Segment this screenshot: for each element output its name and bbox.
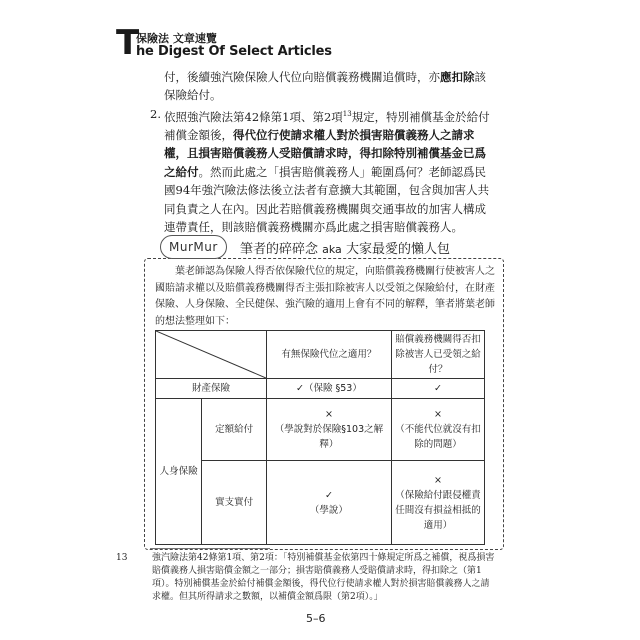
footnote-divider (150, 548, 270, 549)
header-deduction: 賠償義務機關得否扣除被害人已受領之給付？ (391, 331, 484, 379)
footnote (116, 552, 496, 604)
row-label-fixed: 定額給付 (202, 399, 267, 461)
paragraph-2: 2. 依照強汽險法第42條第1項、第2項$^{13}$規定，特別補償基金於給付補償金額後，得代位行使請求權人對於損害賠償義務人之請求權，且損害賠償義務人受賠償請求時，得扣除特別補償基金已爲之給付。然而此處之「損害賠償義務人」範圍爲何？老師認爲民國94年強汽險法修法後立法者有意擴大其範圍，包含與加害人共同負責之人在內。因此若賠償義務機關與交通事故的加害人構成連帶責任，則該賠償義務機關亦爲此處之損害賠償義務人。 (150, 106, 490, 235)
header-initial-letter: T (116, 23, 140, 63)
bold-phrase: 得代位行使請求權人對於損害賠償義務人之請求權，且損害賠償義務人受賠償請求時，得扣除特別補償基金已爲之給付 (164, 128, 486, 179)
cell-actual-subrogation: ✓ （學說） (266, 461, 391, 545)
murmur-tag: MurMur (160, 235, 227, 259)
page-number: 5–6 (306, 612, 326, 625)
cell-actual-deduction: × （保險給付跟侵權責任間沒有損益相抵的適用） (391, 461, 484, 545)
murmur-title: 筆者的碎碎念 aka 大家最愛的懶人包 (240, 242, 450, 257)
cell-property-subrogation: ✓（保險 §53） (266, 379, 391, 399)
table-row (156, 461, 485, 545)
murmur-text: 葉老師認為保險人得否依保險代位的規定，向賠償義務機關行使被害人之國賠請求權以及賠償義務機關得否主張扣除被害人以受領之保險給付，在財產保險、人身保險、全民健保、強汽險的適用上會有不同的解釋，筆者將葉老師的想法整理如下： (155, 266, 495, 327)
comparison-table (155, 330, 485, 545)
footnote-ref[interactable]: 13 (342, 109, 352, 118)
row-label-property: 財產保險 (156, 379, 267, 399)
table-header-row (156, 331, 485, 379)
row-label-life: 人身保險 (156, 399, 202, 545)
cell-property-deduction: ✓ (391, 379, 484, 399)
header-chinese-title: 保險法 文章速覽 (136, 32, 217, 45)
footnote-number: 13 (116, 553, 128, 563)
list-number: 2. (150, 106, 161, 121)
row-label-actual: 實支實付 (202, 461, 267, 545)
main-body-text (150, 68, 495, 236)
cell-fixed-subrogation: × （學說對於保險§103之解釋） (266, 399, 391, 461)
table-corner-cell (156, 331, 267, 379)
diagonal-line-icon (156, 331, 266, 378)
footnote-text: 強汽險法第42條第1項、第2項：「特別補償基金依第四十條規定所爲之補償，視爲損害賠償義務人損害賠償金額之一部分；損害賠償義務人受賠償請求時，得扣除之（第1項）。特別補償基金於給付補償金額後，得代位行使請求權人對於損害賠償義務人之請求權。但其所得請求之數額，以補償金額爲限（第2項）。」 (152, 553, 495, 602)
header-english-title: he Digest Of Select Articles (136, 44, 332, 59)
bold-phrase: 應扣除 (440, 70, 475, 84)
header-subrogation: 有無保險代位之適用？ (266, 331, 391, 379)
cell-fixed-deduction: × （不能代位就沒有扣除的問題） (391, 399, 484, 461)
table-row (156, 379, 485, 399)
table-row (156, 399, 485, 461)
paragraph-1: 付，後續強汽險保險人代位向賠償義務機關追償時，亦應扣除該保險給付。 (164, 70, 486, 103)
